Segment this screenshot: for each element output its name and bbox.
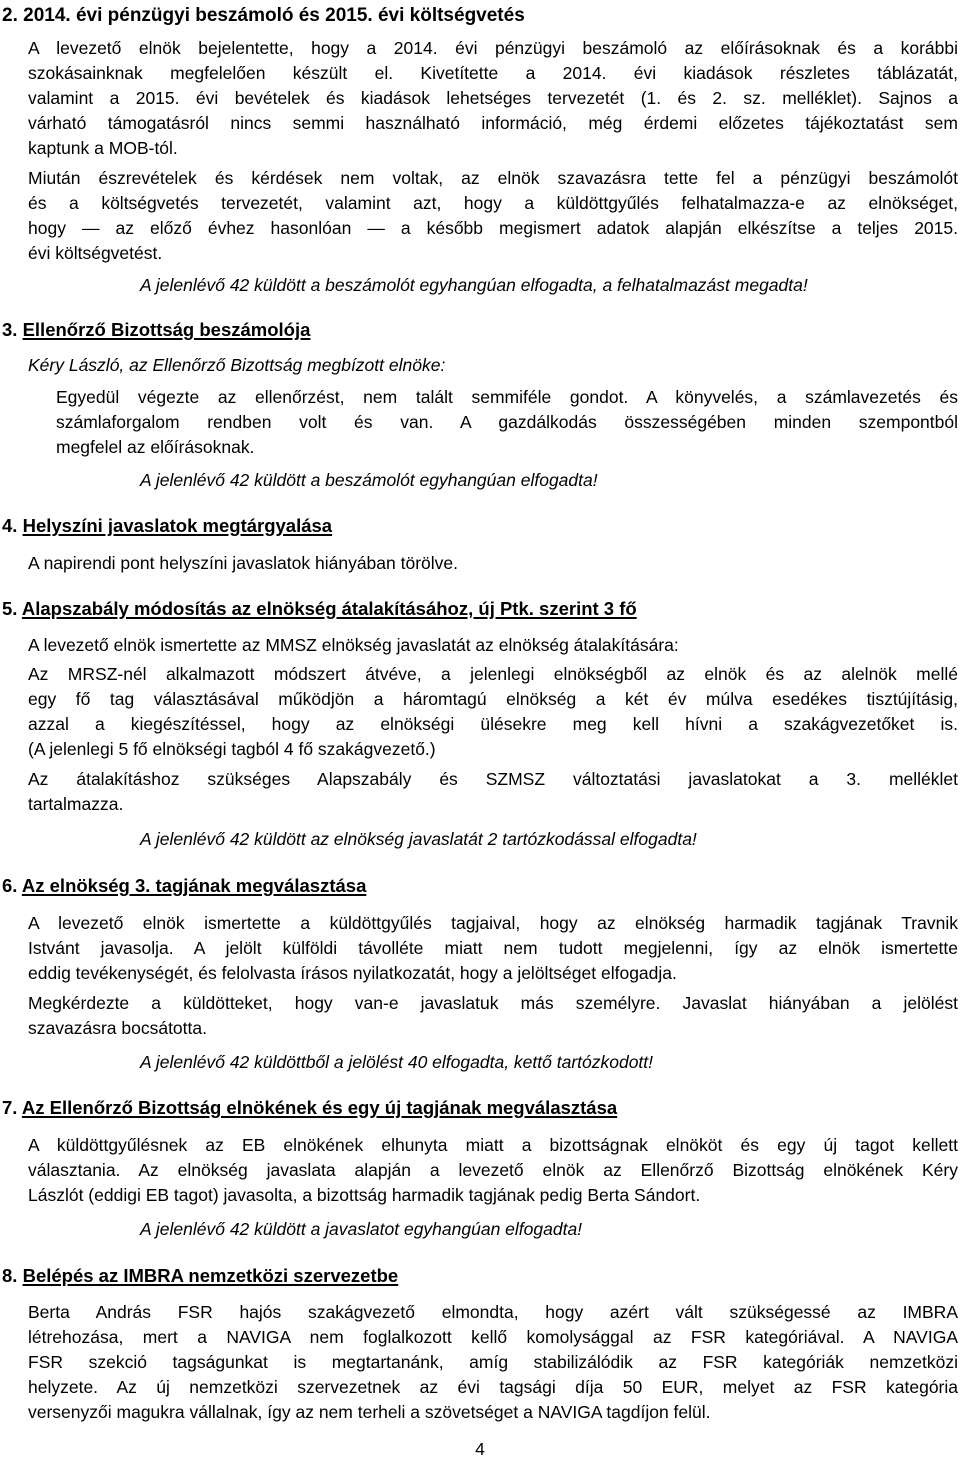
s6-p2-line-2: szavazásra bocsátotta. <box>28 1018 207 1038</box>
s6-p1-line-2: Istvánt javasolja. A jelölt külföldi távolléte miatt nem tudott megjelenni, így az elnök ismertette <box>28 938 958 958</box>
section-4 <box>0 514 958 584</box>
s6-p2-line-1: Megkérdezte a küldötteket, hogy van-e javaslatuk más személyre. Javaslat hiányában a jelölést <box>28 993 958 1013</box>
s2-p1-line-5: kaptunk a MOB-tól. <box>28 138 178 158</box>
section-4-number: 4. <box>2 515 23 536</box>
s4-p1: A napirendi pont helyszíni javaslatok hiányában törölve. <box>28 553 458 573</box>
s7-p1-line-3: Lászlót (eddigi EB tagot) javasolta, a bizottság harmadik tagjának pedig Berta Sándort. <box>28 1185 701 1205</box>
s8-p1-line-4: helyzete. Az új nemzetközi szervezetnek az évi tagsági díja 50 EUR, melyet az FSR kategória <box>28 1377 958 1397</box>
section-3-heading <box>2 318 958 342</box>
s8-p1-line-3: FSR szekció tagságunkat is megtartanánk, amíg stabilizálódik az FSR kategóriák nemzetközi <box>28 1352 958 1372</box>
s3-speaker: Kéry László, az Ellenőrző Bizottság megbízott elnöke: <box>28 355 446 375</box>
s2-p2-line-3: hogy — az előző évhez hasonlóan — a később megismert adatok alapján elkészítse a teljes 2015. <box>28 218 958 238</box>
s5-p2-line-1: Az MRSZ-nél alkalmazott módszert átvéve, a jelenlegi elnökségből az elnök és az alelnök mellé <box>28 664 958 684</box>
s2-p1-line-1: A levezető elnök bejelentette, hogy a 2014. évi pénzügyi beszámoló az előírásoknak és a korábbi <box>28 38 958 58</box>
section-6-title: Az elnökség 3. tagjának megválasztása <box>21 875 367 896</box>
section-6-heading <box>2 874 958 898</box>
s6-p1-line-1: A levezető elnök ismertette a küldöttgyűlés tagjaival, hogy az elnökség harmadik tagjának Travnik <box>28 913 958 933</box>
section-8-heading <box>2 1264 958 1288</box>
section-6 <box>0 874 958 1084</box>
s8-p1-line-2: létrehozása, mert a NAVIGA nem foglalkozott kellő komolysággal az FSR kategóriával. A NAVIGA <box>28 1327 958 1347</box>
section-8 <box>0 1264 958 1424</box>
section-4-heading <box>2 514 958 538</box>
page-number: 4 <box>475 1439 485 1459</box>
s3-p1-line-2: számlaforgalom rendben volt és van. A gazdálkodás összességében minden szempontból <box>56 412 958 432</box>
s6-p1-line-3: eddig tevékenységét, és felolvasta írásos nyilatkozatát, hogy a jelöltséget elfogadja. <box>28 963 677 983</box>
section-4-title: Helyszíni javaslatok megtárgyalása <box>22 515 333 536</box>
section-5-title: Alapszabály módosítás az elnökség átalakításához, új Ptk. szerint 3 fő <box>21 598 637 619</box>
section-3-title: Ellenőrző Bizottság beszámolója <box>22 319 311 340</box>
s3-p1-line-1: Egyedül végezte az ellenőrzést, nem talált semmiféle gondot. A könyvelés, a számlavezetés és <box>56 387 958 407</box>
section-7-number: 7. <box>2 1097 22 1118</box>
s5-resolution: A jelenlévő 42 küldött az elnökség javaslatát 2 tartózkodással elfogadta! <box>140 829 697 849</box>
s2-p2-line-2: és a költségvetés tervezetét, valamint azt, hogy a küldöttgyűlés felhatalmazza-e az elnökséget, <box>28 193 958 213</box>
section-6-number: 6. <box>2 875 22 896</box>
section-2 <box>2 0 958 305</box>
s2-p2-line-1: Miután észrevételek és kérdések nem voltak, az elnök szavazásra tette fel a pénzügyi beszámolót <box>28 168 958 188</box>
section-7 <box>0 1096 958 1256</box>
s5-p2-line-3: azzal a kiegészítéssel, hogy az elnökségi ülésekre meg kell hívni a szakágvezetőket is. <box>28 714 958 734</box>
section-5-heading <box>2 597 958 621</box>
s2-resolution: A jelenlévő 42 küldött a beszámolót egyhangúan elfogadta, a felhatalmazást megadta! <box>140 275 808 295</box>
s5-p2-line-4: (A jelenlegi 5 fő elnökségi tagból 4 fő szakágvezető.) <box>28 739 436 759</box>
section-5-number: 5. <box>2 598 22 619</box>
section-8-title: Belépés az IMBRA nemzetközi szervezetbe <box>22 1265 399 1286</box>
s2-p1-line-3: valamint a 2015. évi bevételek és kiadások lehetséges tervezetét (1. és 2. sz. melléklet). Sajnos a <box>28 88 958 108</box>
s2-p2-line-4: évi költségvetést. <box>28 243 163 263</box>
s3-resolution: A jelenlévő 42 küldött a beszámolót egyhangúan elfogadta! <box>140 470 598 490</box>
section-3 <box>0 318 958 498</box>
s2-p1-line-2: szokásainknak megfelelően készült el. Kivetítette a 2014. évi kiadások részletes táblázatát, <box>28 63 958 83</box>
s7-p1-line-1: A küldöttgyűlésnek az EB elnökének elhunyta miatt a bizottságnak elnököt és egy új tagot kellett <box>28 1135 958 1155</box>
section-8-number: 8. <box>2 1265 23 1286</box>
section-2-heading: 2. 2014. évi pénzügyi beszámoló és 2015. évi költségvetés <box>2 5 525 26</box>
s5-p2-line-2: egy fő tag választásával működjön a háromtagú elnökség a két év múlva esedékes tisztújításig, <box>28 689 958 709</box>
s5-p3-line-1: Az átalakításhoz szükséges Alapszabály és SZMSZ változtatási javaslatokat a 3. melléklet <box>28 769 958 789</box>
s8-p1-line-5: versenyzői magukra vállalnak, így az nem terheli a szövetséget a NAVIGA tagdíjon felül. <box>28 1402 711 1422</box>
s2-p1-line-4: várható támogatásról nincs semmi használható információ, még érdemi előzetes tájékoztatást sem <box>28 113 958 133</box>
s3-p1-line-3: megfelel az előírásoknak. <box>56 437 255 457</box>
s7-p1-line-2: választania. Az elnökség javaslata alapján a levezető elnök az Ellenőrző Bizottság elnökének Kéry <box>28 1160 958 1180</box>
section-5 <box>0 597 958 857</box>
section-7-title: Az Ellenőrző Bizottság elnökének és egy új tagjának megválasztása <box>21 1097 618 1118</box>
s5-p1: A levezető elnök ismertette az MMSZ elnökség javaslatát az elnökség átalakítására: <box>28 635 679 655</box>
s7-resolution: A jelenlévő 42 küldött a javaslatot egyhangúan elfogadta! <box>140 1219 583 1239</box>
section-7-heading <box>2 1096 958 1120</box>
s6-resolution: A jelenlévő 42 küldöttből a jelölést 40 elfogadta, kettő tartózkodott! <box>140 1052 654 1072</box>
s5-p3-line-2: tartalmazza. <box>28 794 124 814</box>
section-3-number: 3. <box>2 319 23 340</box>
s8-p1-line-1: Berta András FSR hajós szakágvezető elmondta, hogy azért vált szükségessé az IMBRA <box>28 1302 958 1322</box>
